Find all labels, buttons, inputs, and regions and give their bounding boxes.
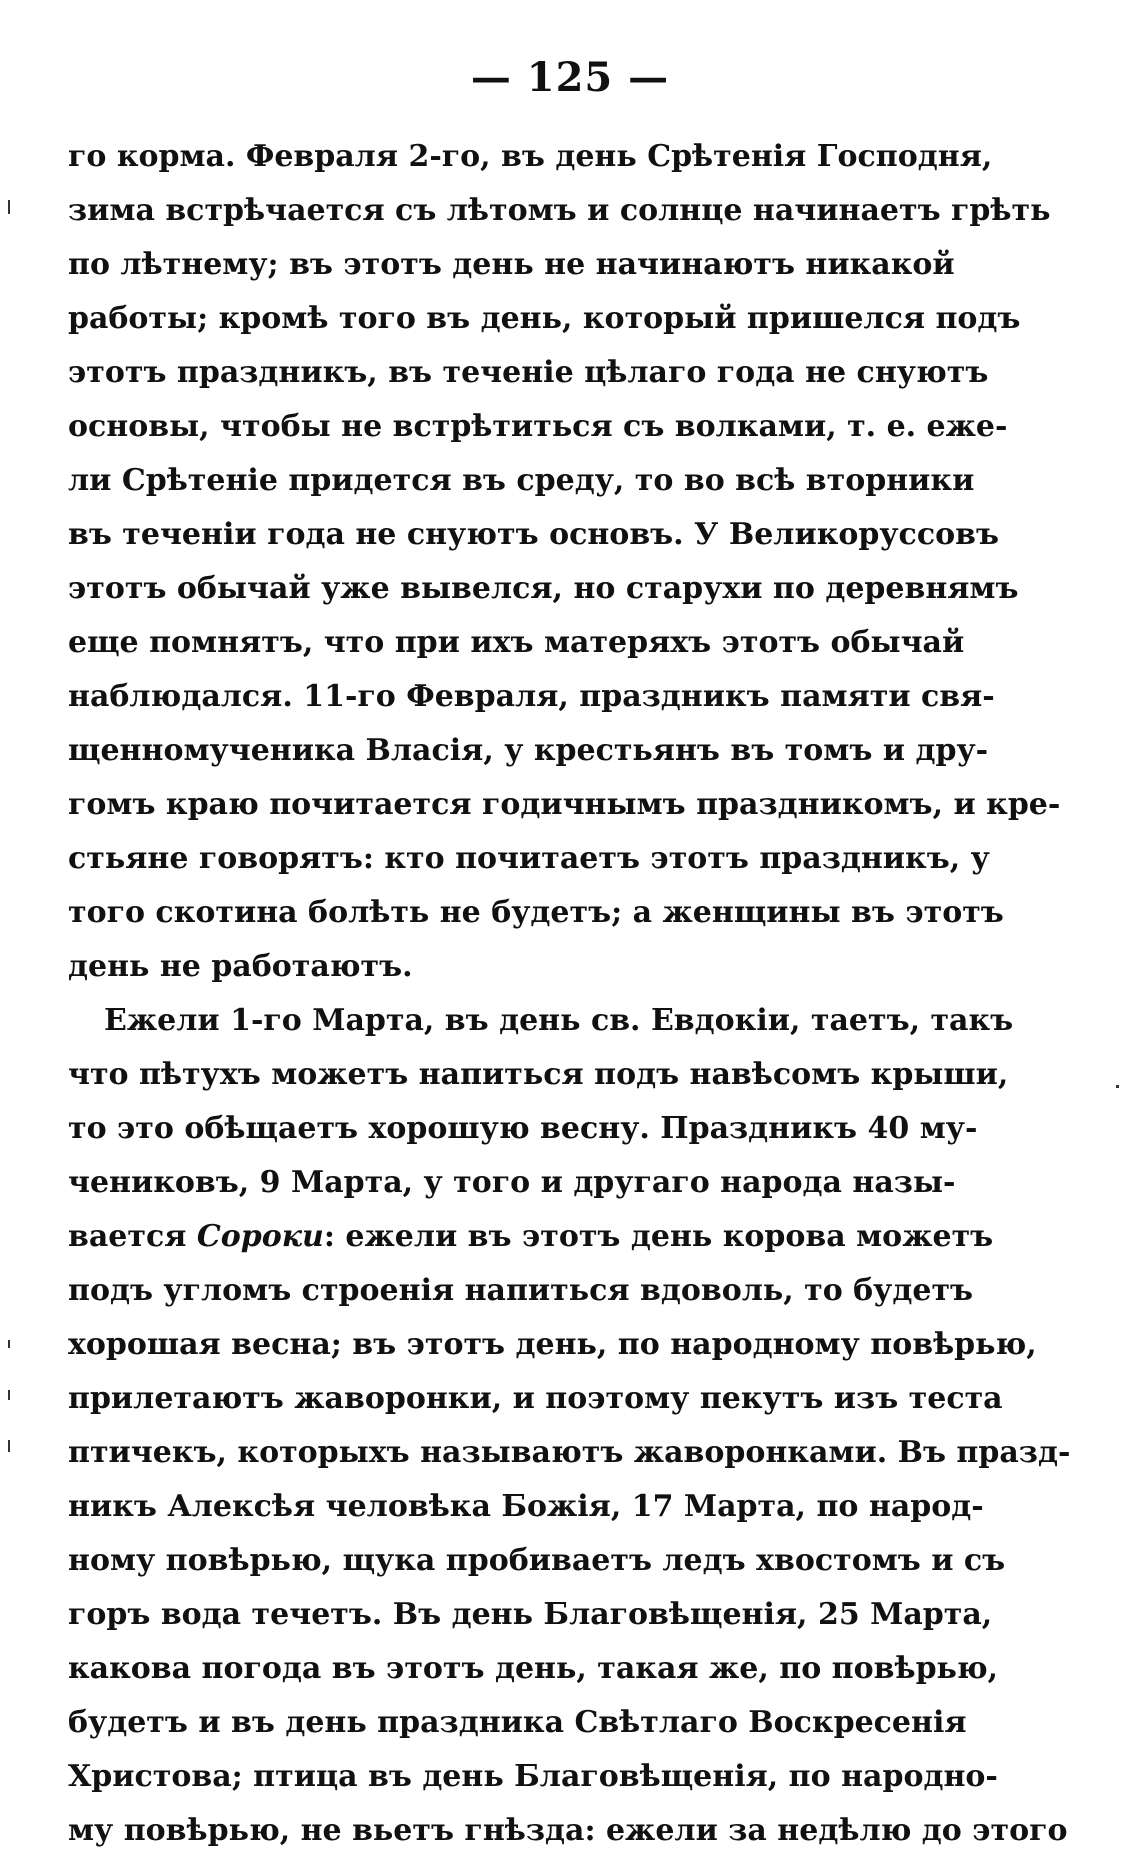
page-number: — 125 — bbox=[470, 54, 670, 101]
line-start: вается bbox=[68, 1219, 197, 1254]
scan-speck bbox=[8, 1440, 10, 1452]
text-line: зима встрѣчается съ лѣтомъ и солнце начинаетъ грѣть bbox=[68, 193, 1051, 228]
paragraph-2 bbox=[68, 994, 1071, 1858]
text-line: будетъ и въ день праздника Свѣтлаго Воскресенія bbox=[68, 1705, 967, 1740]
text-line: что пѣтухъ можетъ напиться подъ навѣсомъ крыши, bbox=[68, 1057, 1009, 1092]
line-end: : ежели въ этотъ день корова можетъ bbox=[323, 1219, 994, 1254]
text-line: основы, чтобы не встрѣтиться съ волками, т. е. еже- bbox=[68, 409, 1008, 444]
text-line: гомъ краю почитается годичнымъ праздникомъ, и кре- bbox=[68, 787, 1061, 822]
text-line: горъ вода течетъ. Въ день Благовѣщенія, 25 Марта, bbox=[68, 1597, 993, 1632]
scan-speck bbox=[8, 1390, 10, 1400]
text-line: чениковъ, 9 Марта, у того и другаго народа назы- bbox=[68, 1165, 956, 1200]
text-line: по лѣтнему; въ этотъ день не начинаютъ никакой bbox=[68, 247, 955, 282]
italic-term: Сороки bbox=[196, 1219, 324, 1254]
scan-speck bbox=[1116, 1085, 1119, 1088]
text-body bbox=[68, 130, 1071, 1858]
scan-speck bbox=[8, 200, 10, 214]
text-line: этотъ праздникъ, въ теченіе цѣлаго года не снуютъ bbox=[68, 355, 989, 390]
text-line bbox=[68, 1210, 994, 1264]
text-line: Ежели 1-го Марта, въ день св. Евдокіи, таетъ, такъ bbox=[104, 1003, 1014, 1038]
text-line: го корма. Февраля 2-го, въ день Срѣтенія Господня, bbox=[68, 139, 993, 174]
text-line: ному повѣрью, щука пробиваетъ ледъ хвостомъ и съ bbox=[68, 1543, 1006, 1578]
text-line: му повѣрью, не вьетъ гнѣзда: ежели за недѣлю до этого bbox=[68, 1813, 1068, 1848]
scan-speck bbox=[8, 1340, 10, 1348]
paragraph-1 bbox=[68, 130, 1061, 994]
text-line: птичекъ, которыхъ называютъ жаворонками. Въ празд- bbox=[68, 1435, 1071, 1470]
text-line: наблюдался. 11-го Февраля, праздникъ памяти свя- bbox=[68, 679, 995, 714]
text-line: того скотина болѣть не будетъ; а женщины въ этотъ bbox=[68, 895, 1004, 930]
text-line: этотъ обычай уже вывелся, но старухи по деревнямъ bbox=[68, 571, 1019, 606]
text-line: еще помнятъ, что при ихъ матеряхъ этотъ обычай bbox=[68, 625, 965, 660]
text-line: щенномученика Власія, у крестьянъ въ томъ и дру- bbox=[68, 733, 989, 768]
text-line: работы; кромѣ того въ день, который пришелся подъ bbox=[68, 301, 1021, 336]
text-line: подъ угломъ строенія напиться вдоволь, то будетъ bbox=[68, 1273, 974, 1308]
text-line: стьяне говорятъ: кто почитаетъ этотъ праздникъ, у bbox=[68, 841, 990, 876]
text-line: то это обѣщаетъ хорошую весну. Праздникъ 40 му- bbox=[68, 1111, 978, 1146]
text-line: день не работаютъ. bbox=[68, 949, 413, 984]
text-line: въ теченіи года не снуютъ основъ. У Великоруссовъ bbox=[68, 517, 999, 552]
text-line: хорошая весна; въ этотъ день, по народному повѣрью, bbox=[68, 1327, 1037, 1362]
text-line: ли Срѣтеніе придется въ среду, то во всѣ вторники bbox=[68, 463, 975, 498]
text-line: прилетаютъ жаворонки, и поэтому пекутъ изъ теста bbox=[68, 1381, 1003, 1416]
text-line: никъ Алексѣя человѣка Божія, 17 Марта, по народ- bbox=[68, 1489, 984, 1524]
text-line: какова погода въ этотъ день, такая же, по повѣрью, bbox=[68, 1651, 999, 1686]
text-line: Христова; птица въ день Благовѣщенія, по народно- bbox=[68, 1759, 998, 1794]
